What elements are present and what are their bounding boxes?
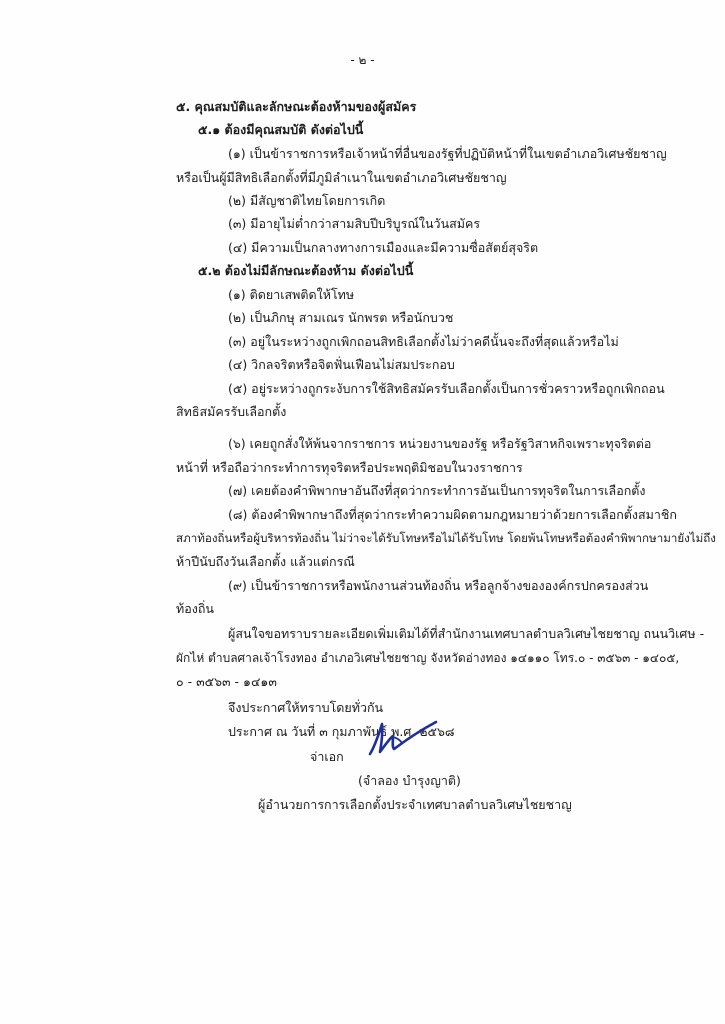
section-5-2-item-9-line-2: ท้องถิ่น	[176, 601, 214, 616]
section-5-2-heading: ๕.๒ ต้องไม่มีลักษณะต้องห้าม ดังต่อไปนี้	[198, 263, 414, 278]
section-5-2-item-5-line-1: (๕) อยู่ระหว่างถูกระงับการใช้สิทธิสมัครรับเลือกตั้งเป็นการชั่วคราวหรือถูกเพิกถอน	[228, 381, 665, 396]
announcement-date: ประกาศ ณ วันที่ ๓ กุมภาพันธ์ พ.ศ. ๒๕๖๘	[228, 724, 455, 739]
section-5-2-item-7: (๗) เคยต้องคำพิพากษาอันถึงที่สุดว่ากระทำการอันเป็นการทุจริตในการเลือกตั้ง	[228, 483, 646, 498]
section-5-2-item-8-line-2: สภาท้องถิ่นหรือผู้บริหารท้องถิ่น ไม่ว่าจะได้รับโทษหรือไม่ได้รับโทษ โดยพ้นโทษหรือต้องคำพิพากษามายังไม่ถึง	[176, 531, 716, 545]
section-5-1-item-4: (๔) มีความเป็นกลางทางการเมืองและมีความซื่อสัตย์สุจริต	[228, 240, 539, 255]
section-5-1-heading: ๕.๑ ต้องมีคุณสมบัติ ดังต่อไปนี้	[198, 122, 364, 137]
page-number: - ๒ -	[350, 53, 375, 67]
section-5-2-item-5-line-2: สิทธิสมัครรับเลือกตั้ง	[176, 404, 287, 419]
contact-line-2: ผักไห่ ตำบลศาลเจ้าโรงทอง อำเภอวิเศษไชยชาญ จังหวัดอ่างทอง ๑๔๑๑๐ โทร.๐ - ๓๕๖๓ - ๑๔๐๕,	[176, 651, 680, 665]
signer-rank: จ่าเอก	[310, 749, 344, 764]
section-5-1-item-3: (๓) มีอายุไม่ต่ำกว่าสามสิบปีบริบูรณ์ในวันสมัคร	[228, 216, 481, 231]
section-5-heading: ๕. คุณสมบัติและลักษณะต้องห้ามของผู้สมัคร	[176, 99, 417, 114]
contact-line-3: ๐ - ๓๕๖๓ - ๑๔๑๓	[176, 674, 277, 689]
handwritten-signature	[366, 716, 438, 760]
section-5-1-item-1-line-2: หรือเป็นผู้มีสิทธิเลือกตั้งที่มีภูมิลำเนาในเขตอำเภอวิเศษชัยชาญ	[176, 170, 507, 185]
section-5-2-item-3: (๓) อยู่ในระหว่างถูกเพิกถอนสิทธิเลือกตั้งไม่ว่าคดีนั้นจะถึงที่สุดแล้วหรือไม่	[228, 334, 619, 349]
section-5-2-item-2: (๒) เป็นภิกษุ สามเณร นักพรต หรือนักบวช	[228, 310, 454, 325]
announcement-text: จึงประกาศให้ทราบโดยทั่วกัน	[228, 700, 384, 715]
section-5-2-item-6-line-1: (๖) เคยถูกสั่งให้พ้นจากราชการ หน่วยงานของรัฐ หรือรัฐวิสาหกิจเพราะทุจริตต่อ	[228, 436, 652, 451]
section-5-1-item-2: (๒) มีสัญชาติไทยโดยการเกิด	[228, 193, 386, 208]
signer-name: (จำลอง บำรุงญาติ)	[358, 773, 461, 788]
section-5-2-item-8-line-1: (๘) ต้องคำพิพากษาถึงที่สุดว่ากระทำความผิดตามกฎหมายว่าด้วยการเลือกตั้งสมาชิก	[228, 507, 677, 522]
contact-line-1: ผู้สนใจขอทราบรายละเอียดเพิ่มเติมได้ที่สำนักงานเทศบาลตำบลวิเศษไชยชาญ ถนนวิเศษ -	[228, 626, 705, 641]
section-5-1-item-1-line-1: (๑) เป็นข้าราชการหรือเจ้าหน้าที่อื่นของรัฐที่ปฏิบัติหน้าที่ในเขตอำเภอวิเศษชัยชาญ	[228, 146, 667, 161]
section-5-2-item-1: (๑) ติดยาเสพติดให้โทษ	[228, 287, 355, 302]
section-5-2-item-9-line-1: (๙) เป็นข้าราชการหรือพนักงานส่วนท้องถิ่น หรือลูกจ้างขององค์กรปกครองส่วน	[228, 578, 649, 593]
section-5-2-item-8-line-3: ห้าปีนับถึงวันเลือกตั้ง แล้วแต่กรณี	[176, 554, 355, 569]
signer-position: ผู้อำนวยการการเลือกตั้งประจำเทศบาลตำบลวิเศษไชยชาญ	[258, 797, 572, 812]
section-5-2-item-6-line-2: หน้าที่ หรือถือว่ากระทำการทุจริตหรือประพฤติมิชอบในวงราชการ	[176, 460, 523, 475]
section-5-2-item-4: (๔) วิกลจริตหรือจิตฟั่นเฟือนไม่สมประกอบ	[228, 357, 455, 372]
